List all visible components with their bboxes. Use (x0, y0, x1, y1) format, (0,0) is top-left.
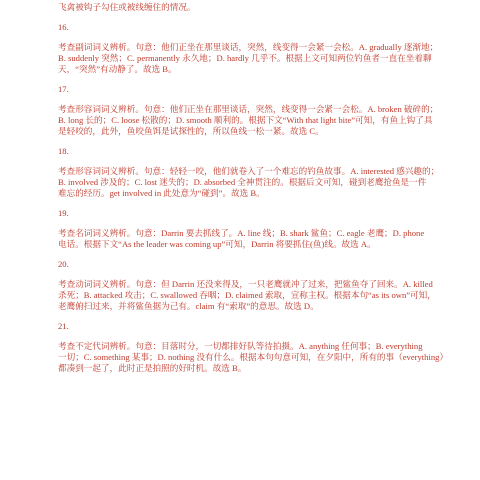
question-number: 17. (58, 84, 69, 94)
explanation-paragraph (58, 341, 449, 374)
text-line: 杀死；B. attacked 攻击；C. swallowed 吞咽；D. claimed 索取，宣称主权。根据本句“as its own”可知， (58, 290, 436, 300)
explanation-paragraph (58, 42, 446, 75)
question-number: 20. (58, 259, 69, 269)
explanation-paragraph (58, 2, 446, 13)
text-line: B. involved 涉及的；C. lost 迷失的；D. absorbed 全神贯注的。根据后文可知，碰到老鹰抢鱼是一件 (58, 177, 427, 187)
text-line: 一切；C. something 某事；D. nothing 没有什么。根据本句句意可知，在夕阳中，所有的事（everything） (58, 352, 449, 362)
text-line: B. long 长的；C. loose 松散的；D. smooth 顺利的。根据下文“With that light bite”可知，有鱼上钩了具 (58, 115, 433, 125)
question-number: 16. (58, 22, 69, 32)
text-line: 飞禽被钩子勾住或被线缠住的情况。 (58, 2, 196, 12)
text-line: 都凑到一起了，此时正是拍照的好时机。故选 B。 (58, 363, 247, 373)
text-line: 是轻咬的，此外，鱼咬鱼饵是试探性的，所以鱼线一松一紧。故选 C。 (58, 126, 324, 136)
question-number: 19. (58, 208, 69, 218)
explanation-paragraph (58, 279, 446, 312)
text-line: 考查不定代词辨析。句意：目落时分，一切都排好队等待拍摄。A. anything 任何事；B. everything (58, 341, 423, 351)
text-line: B. suddenly 突然；C. permanently 永久地；D. hardly 几乎不。根据上文可知两位钓鱼者一直在坐着聊 (58, 53, 432, 63)
text-line: 天，“突然”有动静了。故选 B。 (58, 64, 177, 74)
text-line: 电话。根据下文“As the leader was coming up”可知，Darrin 将要抓住(鱼)线。故选 A。 (58, 239, 376, 249)
text-line: 考查形容词词义辨析。句意：轻轻一咬，他们就卷入了一个难忘的钓鱼故事。A. interested 感兴趣的； (58, 166, 440, 176)
explanation-paragraph (58, 166, 446, 199)
text-line: 考查名词词义辨析。句意：Darrin 要去抓线了。A. line 线；B. shark 鲨鱼；C. eagle 老鹰；D. phone (58, 228, 425, 238)
question-number: 21. (58, 321, 69, 331)
explanation-paragraph (58, 104, 446, 137)
text-line: 考查动词词义辨析。句意：但 Darrin 还没来得及，一只老鹰就冲了过来，把鲨鱼夺了回来。A. killed (58, 279, 433, 289)
explanation-paragraph (58, 228, 446, 250)
text-line: 老鹰俯扫过来，并将鲨鱼据为己有。claim 有“索取”的意思。故选 D。 (58, 301, 319, 311)
text-line: 考查副词词义辨析。句意：他们正坐在那里谈话，突然，线变得一会紧一会松。A. gradually 逐渐地； (58, 42, 439, 52)
text-line: 考查形容词词义辨析。句意：他们正坐在那里谈话，突然，线变得一会紧一会松。A. broken 破碎的； (58, 104, 439, 114)
text-line: 难忘的经历。get involved in 此处意为“碰到”。故选 B。 (58, 188, 265, 198)
question-number: 18. (58, 146, 69, 156)
